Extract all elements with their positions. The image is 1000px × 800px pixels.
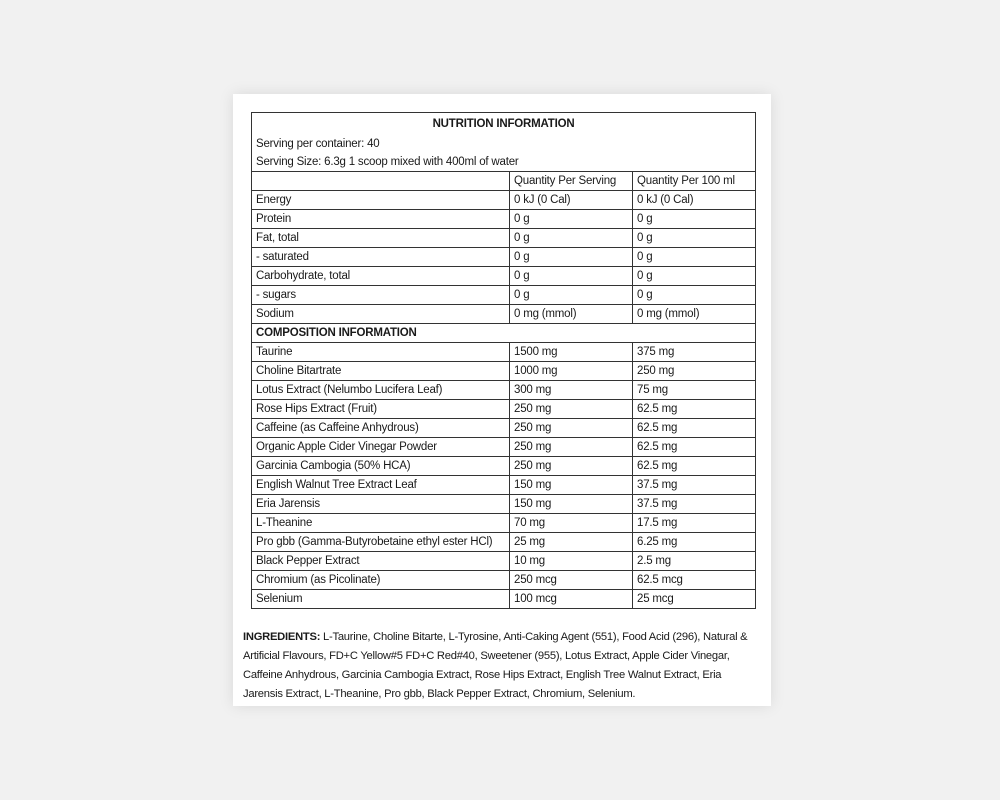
per-100ml-value: 2.5 mg	[633, 552, 756, 571]
per-100ml-value: 62.5 mcg	[633, 571, 756, 590]
row-label: Caffeine (as Caffeine Anhydrous)	[252, 419, 510, 438]
per-serving-value: 10 mg	[510, 552, 633, 571]
per-100ml-value: 62.5 mg	[633, 438, 756, 457]
per-serving-value: 0 g	[510, 210, 633, 229]
per-serving-value: 1000 mg	[510, 362, 633, 381]
table-row	[252, 210, 756, 229]
per-serving-value: 0 g	[510, 248, 633, 267]
per-100ml-value: 0 g	[633, 210, 756, 229]
table-row	[252, 419, 756, 438]
nutrition-title: NUTRITION INFORMATION	[252, 113, 756, 136]
table-row	[252, 400, 756, 419]
nutrition-panel	[233, 94, 771, 706]
table-row	[252, 495, 756, 514]
table-row	[252, 571, 756, 590]
table-row	[252, 248, 756, 267]
ingredients-statement	[243, 628, 763, 704]
per-serving-value: 1500 mg	[510, 343, 633, 362]
per-serving-value: 250 mcg	[510, 571, 633, 590]
table-row	[252, 286, 756, 305]
table-row	[252, 191, 756, 210]
composition-title-row	[252, 324, 756, 343]
row-label: Energy	[252, 191, 510, 210]
table-row	[252, 457, 756, 476]
serving-size-row	[252, 153, 756, 172]
per-serving-value: 70 mg	[510, 514, 633, 533]
per-serving-value: 100 mcg	[510, 590, 633, 609]
per-100ml-value: 62.5 mg	[633, 457, 756, 476]
per-100ml-value: 0 g	[633, 229, 756, 248]
per-100ml-value: 0 g	[633, 248, 756, 267]
per-100ml-value: 75 mg	[633, 381, 756, 400]
table-row	[252, 267, 756, 286]
servings-per-container: Serving per container: 40	[252, 135, 756, 153]
per-serving-value: 150 mg	[510, 495, 633, 514]
row-label: Carbohydrate, total	[252, 267, 510, 286]
per-100ml-value: 0 mg (mmol)	[633, 305, 756, 324]
per-100ml-value: 0 g	[633, 267, 756, 286]
row-label: Lotus Extract (Nelumbo Lucifera Leaf)	[252, 381, 510, 400]
table-title-row	[252, 113, 756, 136]
nutrition-table	[251, 112, 756, 609]
per-100ml-value: 37.5 mg	[633, 495, 756, 514]
per-100ml-value: 25 mcg	[633, 590, 756, 609]
per-100ml-value: 0 g	[633, 286, 756, 305]
per-100ml-value: 250 mg	[633, 362, 756, 381]
per-serving-value: 0 kJ (0 Cal)	[510, 191, 633, 210]
table-row	[252, 552, 756, 571]
row-label: - sugars	[252, 286, 510, 305]
table-row	[252, 533, 756, 552]
table-row	[252, 476, 756, 495]
column-header-per-100ml: Quantity Per 100 ml	[633, 172, 756, 191]
row-label: Eria Jarensis	[252, 495, 510, 514]
column-header-row	[252, 172, 756, 191]
composition-title: COMPOSITION INFORMATION	[252, 324, 756, 343]
table-row	[252, 343, 756, 362]
table-row	[252, 305, 756, 324]
per-serving-value: 250 mg	[510, 400, 633, 419]
row-label: Garcinia Cambogia (50% HCA)	[252, 457, 510, 476]
per-serving-value: 150 mg	[510, 476, 633, 495]
table-row	[252, 362, 756, 381]
row-label: Organic Apple Cider Vinegar Powder	[252, 438, 510, 457]
row-label: Rose Hips Extract (Fruit)	[252, 400, 510, 419]
per-serving-value: 250 mg	[510, 457, 633, 476]
row-label: L-Theanine	[252, 514, 510, 533]
row-label: Protein	[252, 210, 510, 229]
per-100ml-value: 37.5 mg	[633, 476, 756, 495]
ingredients-label: INGREDIENTS:	[243, 631, 321, 643]
row-label: Pro gbb (Gamma-Butyrobetaine ethyl ester HCl)	[252, 533, 510, 552]
table-row	[252, 590, 756, 609]
column-header-blank	[252, 172, 510, 191]
row-label: Taurine	[252, 343, 510, 362]
row-label: Fat, total	[252, 229, 510, 248]
row-label: Black Pepper Extract	[252, 552, 510, 571]
row-label: Chromium (as Picolinate)	[252, 571, 510, 590]
column-header-per-serving: Quantity Per Serving	[510, 172, 633, 191]
per-serving-value: 0 g	[510, 229, 633, 248]
per-100ml-value: 17.5 mg	[633, 514, 756, 533]
table-row	[252, 438, 756, 457]
row-label: - saturated	[252, 248, 510, 267]
table-row	[252, 514, 756, 533]
row-label: English Walnut Tree Extract Leaf	[252, 476, 510, 495]
row-label: Selenium	[252, 590, 510, 609]
per-100ml-value: 375 mg	[633, 343, 756, 362]
per-serving-value: 300 mg	[510, 381, 633, 400]
serving-size: Serving Size: 6.3g 1 scoop mixed with 400ml of water	[252, 153, 756, 172]
per-100ml-value: 62.5 mg	[633, 400, 756, 419]
ingredients-text: L-Taurine, Choline Bitarte, L-Tyrosine, Anti-Caking Agent (551), Food Acid (296), Natural & Artificial Flavours, FD+C Yellow#5 FD+C Red#40, Sweetener (955), Lotus Extract, Apple Cider Vinegar, Caffeine Anhydrous, Garcinia Cambogia Extract, Rose Hips Extract, English Tree Walnut Extract, Eria Jarensis Extract, L-Theanine, Pro gbb, Black Pepper Extract, Chromium, Selenium.	[243, 631, 748, 700]
row-label: Choline Bitartrate	[252, 362, 510, 381]
per-100ml-value: 6.25 mg	[633, 533, 756, 552]
per-serving-value: 25 mg	[510, 533, 633, 552]
servings-row	[252, 135, 756, 153]
per-100ml-value: 62.5 mg	[633, 419, 756, 438]
per-serving-value: 0 g	[510, 267, 633, 286]
per-serving-value: 0 mg (mmol)	[510, 305, 633, 324]
table-row	[252, 381, 756, 400]
per-serving-value: 0 g	[510, 286, 633, 305]
per-serving-value: 250 mg	[510, 438, 633, 457]
per-100ml-value: 0 kJ (0 Cal)	[633, 191, 756, 210]
table-row	[252, 229, 756, 248]
per-serving-value: 250 mg	[510, 419, 633, 438]
row-label: Sodium	[252, 305, 510, 324]
